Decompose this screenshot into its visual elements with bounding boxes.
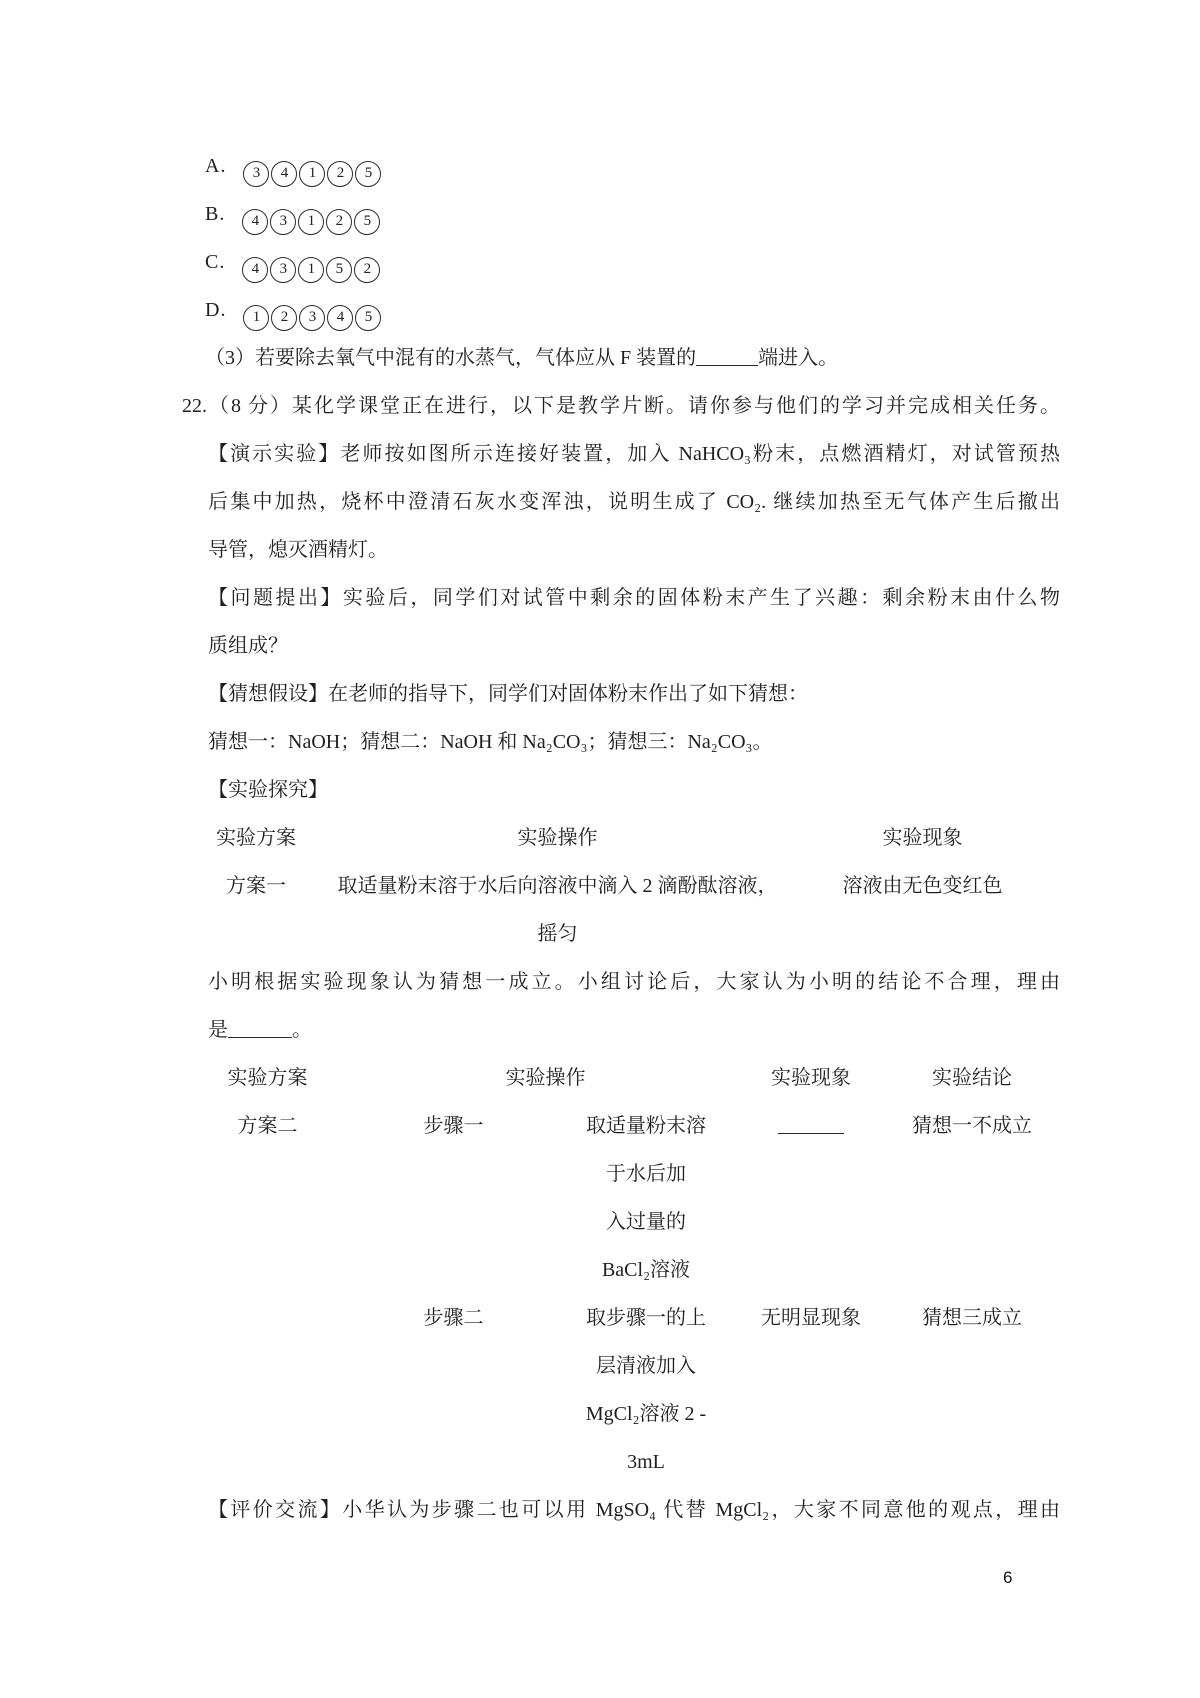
t1-operation-line1: 取适量粉末溶于水后向溶液中滴入 2 滴酚酞溶液，: [337, 875, 778, 897]
option-circled-number: 2: [271, 305, 297, 331]
part3-text-suffix: 端进入。: [758, 347, 839, 369]
question-part3-line: [205, 334, 1060, 382]
option-circled-number: 5: [354, 209, 380, 235]
experiment-table-2-row-step1: [182, 1102, 1060, 1294]
t2-step1-label: 步骤一: [423, 1115, 484, 1137]
problem-raised-line2: 质组成？: [208, 635, 288, 657]
t1-cell-operation: [330, 862, 785, 958]
t1-operation-line2: 摇匀: [537, 923, 578, 945]
option-circled-number: 3: [299, 305, 325, 331]
option-circled-number: 4: [327, 305, 353, 331]
part3-text-prefix: （3）若要除去氧气中混有的水蒸气，气体应从 F 装置的: [205, 347, 697, 369]
t2-cell-step2-operation: [554, 1294, 738, 1486]
option-label: A.: [205, 155, 227, 177]
hypothesis-heading: 【猜想假设】在老师的指导下，同学们对固体粉末作出了如下猜想：: [208, 683, 808, 705]
option-circled-number: 3: [270, 257, 296, 283]
t2-step2-op-line2: 层清液加入: [596, 1355, 696, 1377]
hypothesis-guesses: 猜想一：NaOH；猜想二：NaOH 和 Na₂CO₃；猜想三：Na₂CO₃。: [208, 731, 773, 753]
t2-header-conclusion: 实验结论: [932, 1067, 1012, 1089]
evaluation-line: 【评价交流】小华认为步骤二也可以用 MgSO₄ 代替 MgCl₂，大家不同意他的观点，理由: [208, 1499, 1060, 1521]
question22-stem: 22.（8 分）某化学课堂正在进行，以下是教学片断。请你参与他们的学习并完成相关任务。: [182, 395, 1060, 417]
option-row: [205, 190, 1060, 238]
t2-header-phenomenon: 实验现象: [771, 1067, 851, 1089]
option-circled-number: 3: [243, 161, 269, 187]
option-circled-number: 5: [355, 305, 381, 331]
t2-cell-step1-conclusion: [884, 1102, 1060, 1150]
t1-cell-phenomenon: [785, 862, 1060, 910]
page-content: [182, 142, 1060, 1534]
t2-step2-op-line3: MgCl₂溶液 2 -: [585, 1403, 707, 1425]
t1-phenomenon: 溶液由无色变红色: [842, 875, 1003, 897]
t2-step2-conclusion: 猜想三成立: [922, 1307, 1022, 1329]
option-circled-number: 2: [326, 209, 352, 235]
t2-header-operation: 实验操作: [505, 1067, 586, 1089]
option-circled-number: 2: [327, 161, 353, 187]
option-circled-number: 1: [299, 161, 325, 187]
t2-cell-step2: [353, 1294, 554, 1342]
t2-step1-op-line4: BaCl₂溶液: [601, 1259, 691, 1281]
t2-step2-op-line4: 3mL: [627, 1451, 665, 1473]
t2-cell-step2-conclusion: [884, 1294, 1060, 1342]
t1-scheme: 方案一: [226, 875, 286, 897]
t2-phenomenon-blank: [778, 1133, 844, 1134]
option-circled-number: 3: [270, 209, 296, 235]
discussion-line2: [208, 1006, 1060, 1054]
t2-cell-scheme: [182, 1102, 353, 1150]
experiment-table-2-row-step2: [182, 1294, 1060, 1486]
t2-step2-op-line1: 取步骤一的上: [586, 1307, 706, 1329]
option-row: [205, 286, 1060, 334]
option-label: B.: [205, 203, 226, 225]
experiment-table-2-header: [182, 1054, 1060, 1102]
t2-step1-op-line3: 入过量的: [606, 1211, 686, 1233]
problem-raised-line1: 【问题提出】实验后，同学们对试管中剩余的固体粉末产生了兴趣：剩余粉末由什么物: [208, 587, 1060, 609]
t1-header-scheme: 实验方案: [216, 827, 296, 849]
option-circled-number: 1: [243, 305, 269, 331]
option-circled-number: 1: [298, 257, 324, 283]
t2-step2-phenomenon: 无明显现象: [761, 1307, 861, 1329]
experiment-table-1: [182, 814, 1060, 958]
demo-experiment-line1: 【演示实验】老师按如图所示连接好装置，加入 NaHCO₃粉末，点燃酒精灯，对试管预热: [208, 443, 1060, 465]
option-circled-number: 4: [271, 161, 297, 187]
option-row: [205, 142, 1060, 190]
t2-step1-op-line2: 于水后加: [606, 1163, 686, 1185]
option-label: D.: [205, 299, 227, 321]
option-circled-number: 4: [242, 257, 268, 283]
demo-experiment-line2: 后集中加热，烧杯中澄清石灰水变浑浊，说明生成了 CO₂. 继续加热至无气体产生后撤出: [208, 491, 1060, 513]
part3-answer-blank: [696, 365, 758, 366]
t2-step1-op-line1: 取适量粉末溶: [586, 1115, 706, 1137]
t2-cell-step2-phenomenon: [738, 1294, 884, 1342]
discussion-answer-blank: [228, 1037, 292, 1038]
discussion-suffix: 。: [292, 1019, 312, 1041]
options-list: [182, 142, 1060, 334]
option-circled-number: 2: [354, 257, 380, 283]
option-row: [205, 238, 1060, 286]
t1-header-operation: 实验操作: [517, 827, 598, 849]
option-circled-number: 4: [242, 209, 268, 235]
option-label: C.: [205, 251, 226, 273]
discussion-line1: 小明根据实验现象认为猜想一成立。小组讨论后，大家认为小明的结论不合理，理由: [208, 971, 1060, 993]
t2-cell-step1-phenomenon: [738, 1102, 884, 1150]
discussion-prefix: 是: [208, 1019, 228, 1041]
option-circled-number: 5: [326, 257, 352, 283]
t1-cell-scheme: [182, 862, 330, 910]
t2-cell-step1: [353, 1102, 554, 1150]
option-circled-number: 1: [298, 209, 324, 235]
demo-experiment-line3: 导管，熄灭酒精灯。: [208, 539, 388, 561]
t2-header-scheme: 实验方案: [227, 1067, 308, 1089]
t2-scheme: 方案二: [237, 1115, 298, 1137]
t2-step2-label: 步骤二: [423, 1307, 484, 1329]
page-number: 6: [1003, 1568, 1013, 1587]
exploration-heading: 【实验探究】: [208, 779, 328, 801]
t2-cell-step1-operation: [554, 1102, 738, 1294]
option-circled-number: 5: [355, 161, 381, 187]
t1-header-phenomenon: 实验现象: [882, 827, 963, 849]
t2-step1-conclusion: 猜想一不成立: [912, 1115, 1032, 1137]
